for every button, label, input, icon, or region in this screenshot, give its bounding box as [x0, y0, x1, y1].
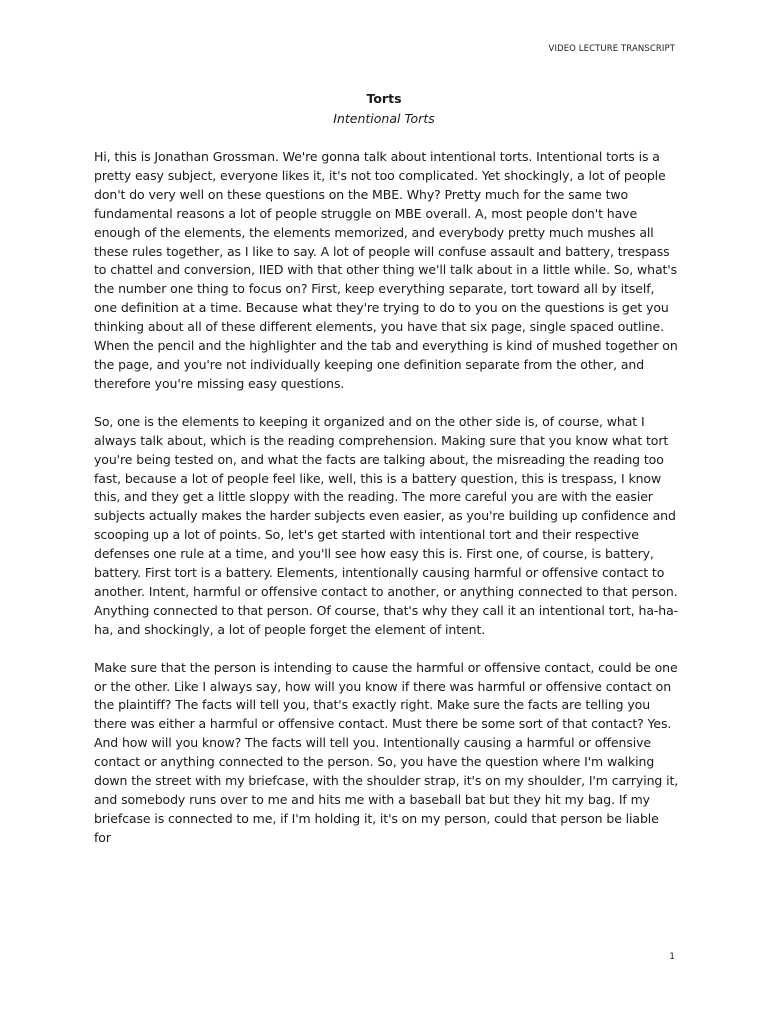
paragraph-3: Make sure that the person is intending to cause the harmful or offensive contact, could be one or the other. Like I always say, how will you know if there was harmful or offensive contact on the plaintiff? The facts will tell you, that's exactly right. Make sure the facts are telling you there was either a harmful or offensive contact. Must there be some sort of that contact? Yes. And how will you know? The facts will tell you. Intentionally causing a harmful or offensive contact or anything connected to the person. So, you have the question where I'm walking down the street with my briefcase, with the shoulder strap, it's on my shoulder, I'm carrying it, and somebody runs over to me and hits me with a baseball bat but they hit my bag. If my briefcase is connected to me, if I'm holding it, it's on my person, could that person be liable for [94, 659, 679, 845]
page-number: 1 [669, 952, 675, 962]
document-title: Torts [366, 91, 402, 106]
paragraph-2: So, one is the elements to keeping it organized and on the other side is, of course, what I always talk about, which is the reading comprehension. Making sure that you know what tort you're being tested on, and what the facts are talking about, the misreading the reading too fast, because a lot of people feel like, well, this is a battery question, this is trespass, I know this, and they get a little sloppy with the reading. The more careful you are with the easier subjects actually makes the harder subjects even easier, as you're building up confidence and scooping up a lot of points. So, let's get started with intentional tort and their respective defenses one rule at a time, and you'll see how easy this is. First one, of course, is battery, battery. First tort is a battery. Elements, intentionally causing harmful or offensive contact to another. Intent, harmful or offensive contact to another, or anything connected to that person. Anything connected to that person. Of course, that's why they call it an intentional tort, ha-ha-ha, and shockingly, a lot of people forget the element of intent. [94, 413, 679, 637]
document-subtitle: Intentional Torts [333, 111, 435, 126]
paragraph-1: Hi, this is Jonathan Grossman. We're gonna talk about intentional torts. Intentional torts is a pretty easy subject, everyone likes it, it's not too complicated. Yet shockingly, a lot of people don't do very well on these questions on the MBE. Why? Pretty much for the same two fundamental reasons a lot of people struggle on MBE overall. A, most people don't have enough of the elements, the elements memorized, and everybody pretty much mushes all these rules together, as I like to say. A lot of people will confuse assault and battery, trespass to chattel and conversion, IIED with that other thing we'll talk about in a little while. So, what's the number one thing to focus on? First, keep everything separate, tort toward all by itself, one definition at a time. Because what they're trying to do to you on the questions is get you thinking about all of these different elements, you have that six page, single spaced outline. When the pencil and the highlighter and the tab and everything is kind of mushed together on the page, and you're not individually keeping one definition separate from the other, and therefore you're missing easy questions. [94, 149, 678, 391]
transcript-body [94, 148, 679, 867]
document-header: VIDEO LECTURE TRANSCRIPT [548, 44, 675, 54]
